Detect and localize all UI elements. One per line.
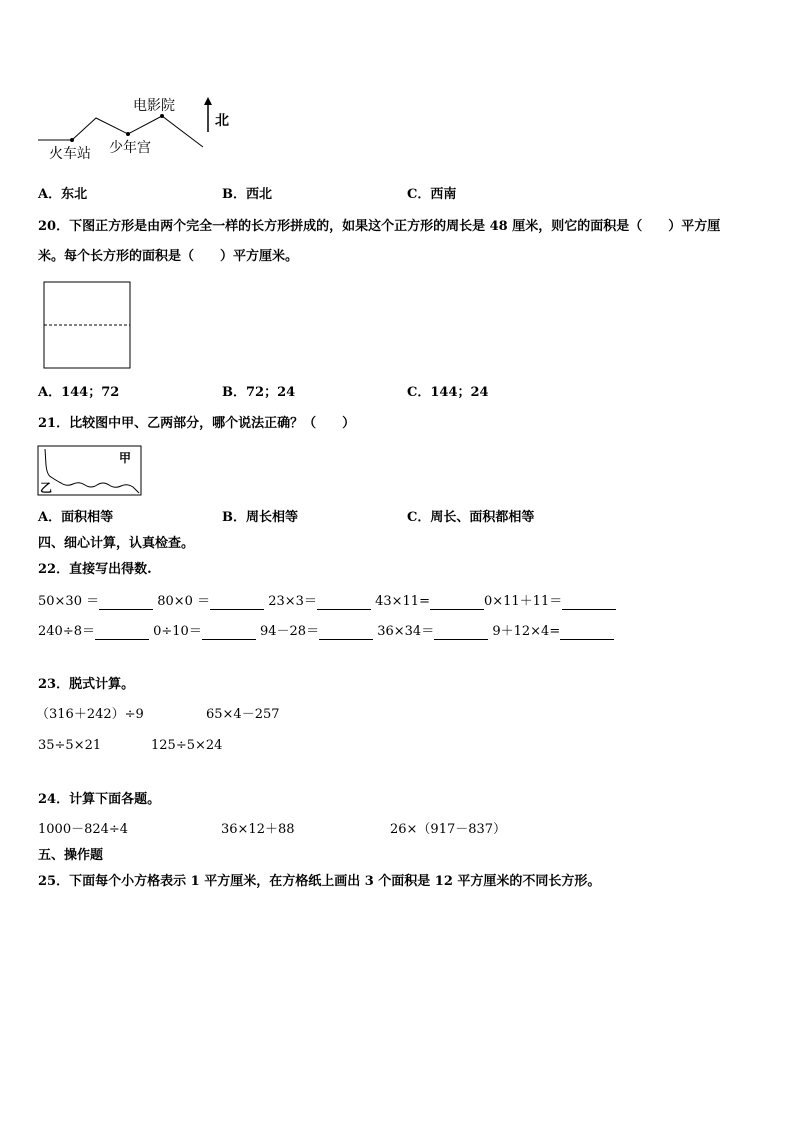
q21-option-a[interactable]: A．面积相等: [38, 510, 114, 525]
cinema-dot: [160, 114, 164, 118]
answer-blank[interactable]: [210, 595, 264, 610]
q23-item-1: （316＋242）÷9: [36, 707, 144, 722]
yi-label: 乙: [40, 481, 53, 495]
youth-palace-label: 少年宫: [109, 140, 151, 156]
jia-label: 甲: [119, 451, 132, 465]
train-station-dot: [70, 138, 74, 142]
q19-option-a[interactable]: A．东北: [38, 187, 88, 202]
q20-question-line2: 米。每个长方形的面积是（ ）平方厘米。: [38, 249, 299, 264]
q22-expr: 80×0 ＝: [157, 594, 211, 609]
answer-blank[interactable]: [562, 595, 616, 610]
answer-blank[interactable]: [560, 625, 614, 640]
q24-item-3: 26×（917－837）: [390, 822, 507, 837]
answer-blank[interactable]: [95, 625, 149, 640]
q20-option-c[interactable]: C．144；24: [407, 385, 489, 400]
q24-item-2: 36×12＋88: [221, 822, 295, 837]
q24-item-1: 1000－824÷4: [38, 822, 129, 837]
q22-question: 22．直接写出得数.: [38, 562, 152, 577]
q22-expr: 36×34＝: [377, 624, 435, 639]
q23-item-2: 65×4－257: [206, 707, 280, 722]
direction-map-figure: [30, 90, 250, 170]
q21-option-b[interactable]: B．周长相等: [222, 510, 298, 525]
youth-palace-dot: [126, 132, 130, 136]
q24-question: 24．计算下面各题。: [38, 792, 161, 807]
answer-blank[interactable]: [202, 625, 256, 640]
jia-yi-figure: [37, 445, 143, 497]
q22-expr: 9＋12×4=: [492, 624, 561, 639]
q22-row2: [38, 624, 614, 640]
q22-expr: 43×11=: [375, 594, 430, 609]
q19-option-b[interactable]: B．西北: [222, 187, 272, 202]
north-arrow-icon: [204, 97, 212, 105]
q22-expr: 0÷10＝: [153, 624, 202, 639]
q23-item-3: 35÷5×21: [38, 738, 102, 753]
q23-question: 23．脱式计算。: [38, 677, 135, 692]
square-figure: [43, 281, 133, 371]
q21-question: 21．比较图中甲、乙两部分，哪个说法正确？（ ）: [38, 416, 356, 431]
q22-expr: 240÷8＝: [38, 624, 95, 639]
q20-option-b[interactable]: B．72；24: [222, 385, 296, 400]
answer-blank[interactable]: [319, 625, 373, 640]
q22-row1: [38, 594, 616, 610]
answer-blank[interactable]: [99, 595, 153, 610]
q20-option-a[interactable]: A．144；72: [38, 385, 120, 400]
q22-expr: 0×11＋11＝: [483, 594, 563, 609]
answer-blank[interactable]: [434, 625, 488, 640]
q19-option-c[interactable]: C．西南: [407, 187, 457, 202]
answer-blank[interactable]: [430, 595, 484, 610]
train-station-label: 火车站: [49, 146, 91, 162]
answer-blank[interactable]: [317, 595, 371, 610]
q22-expr: 50×30 ＝: [38, 594, 100, 609]
cinema-label: 电影院: [133, 98, 175, 114]
q20-question-line1: 20．下图正方形是由两个完全一样的长方形拼成的，如果这个正方形的周长是 48 厘米，则它的面积是（ ）平方厘: [38, 219, 721, 234]
q21-option-c[interactable]: C．周长、面积都相等: [407, 510, 535, 525]
q22-expr: 94－28＝: [259, 624, 320, 639]
q23-item-4: 125÷5×24: [151, 738, 223, 753]
section5-title: 五、操作题: [38, 848, 104, 863]
north-label: 北: [215, 113, 229, 129]
q25-question: 25．下面每个小方格表示 1 平方厘米，在方格纸上画出 3 个面积是 12 平方厘米的不同长方形。: [38, 874, 601, 889]
section4-title: 四、细心计算，认真检查。: [38, 536, 195, 551]
q22-expr: 23×3＝: [268, 594, 317, 609]
